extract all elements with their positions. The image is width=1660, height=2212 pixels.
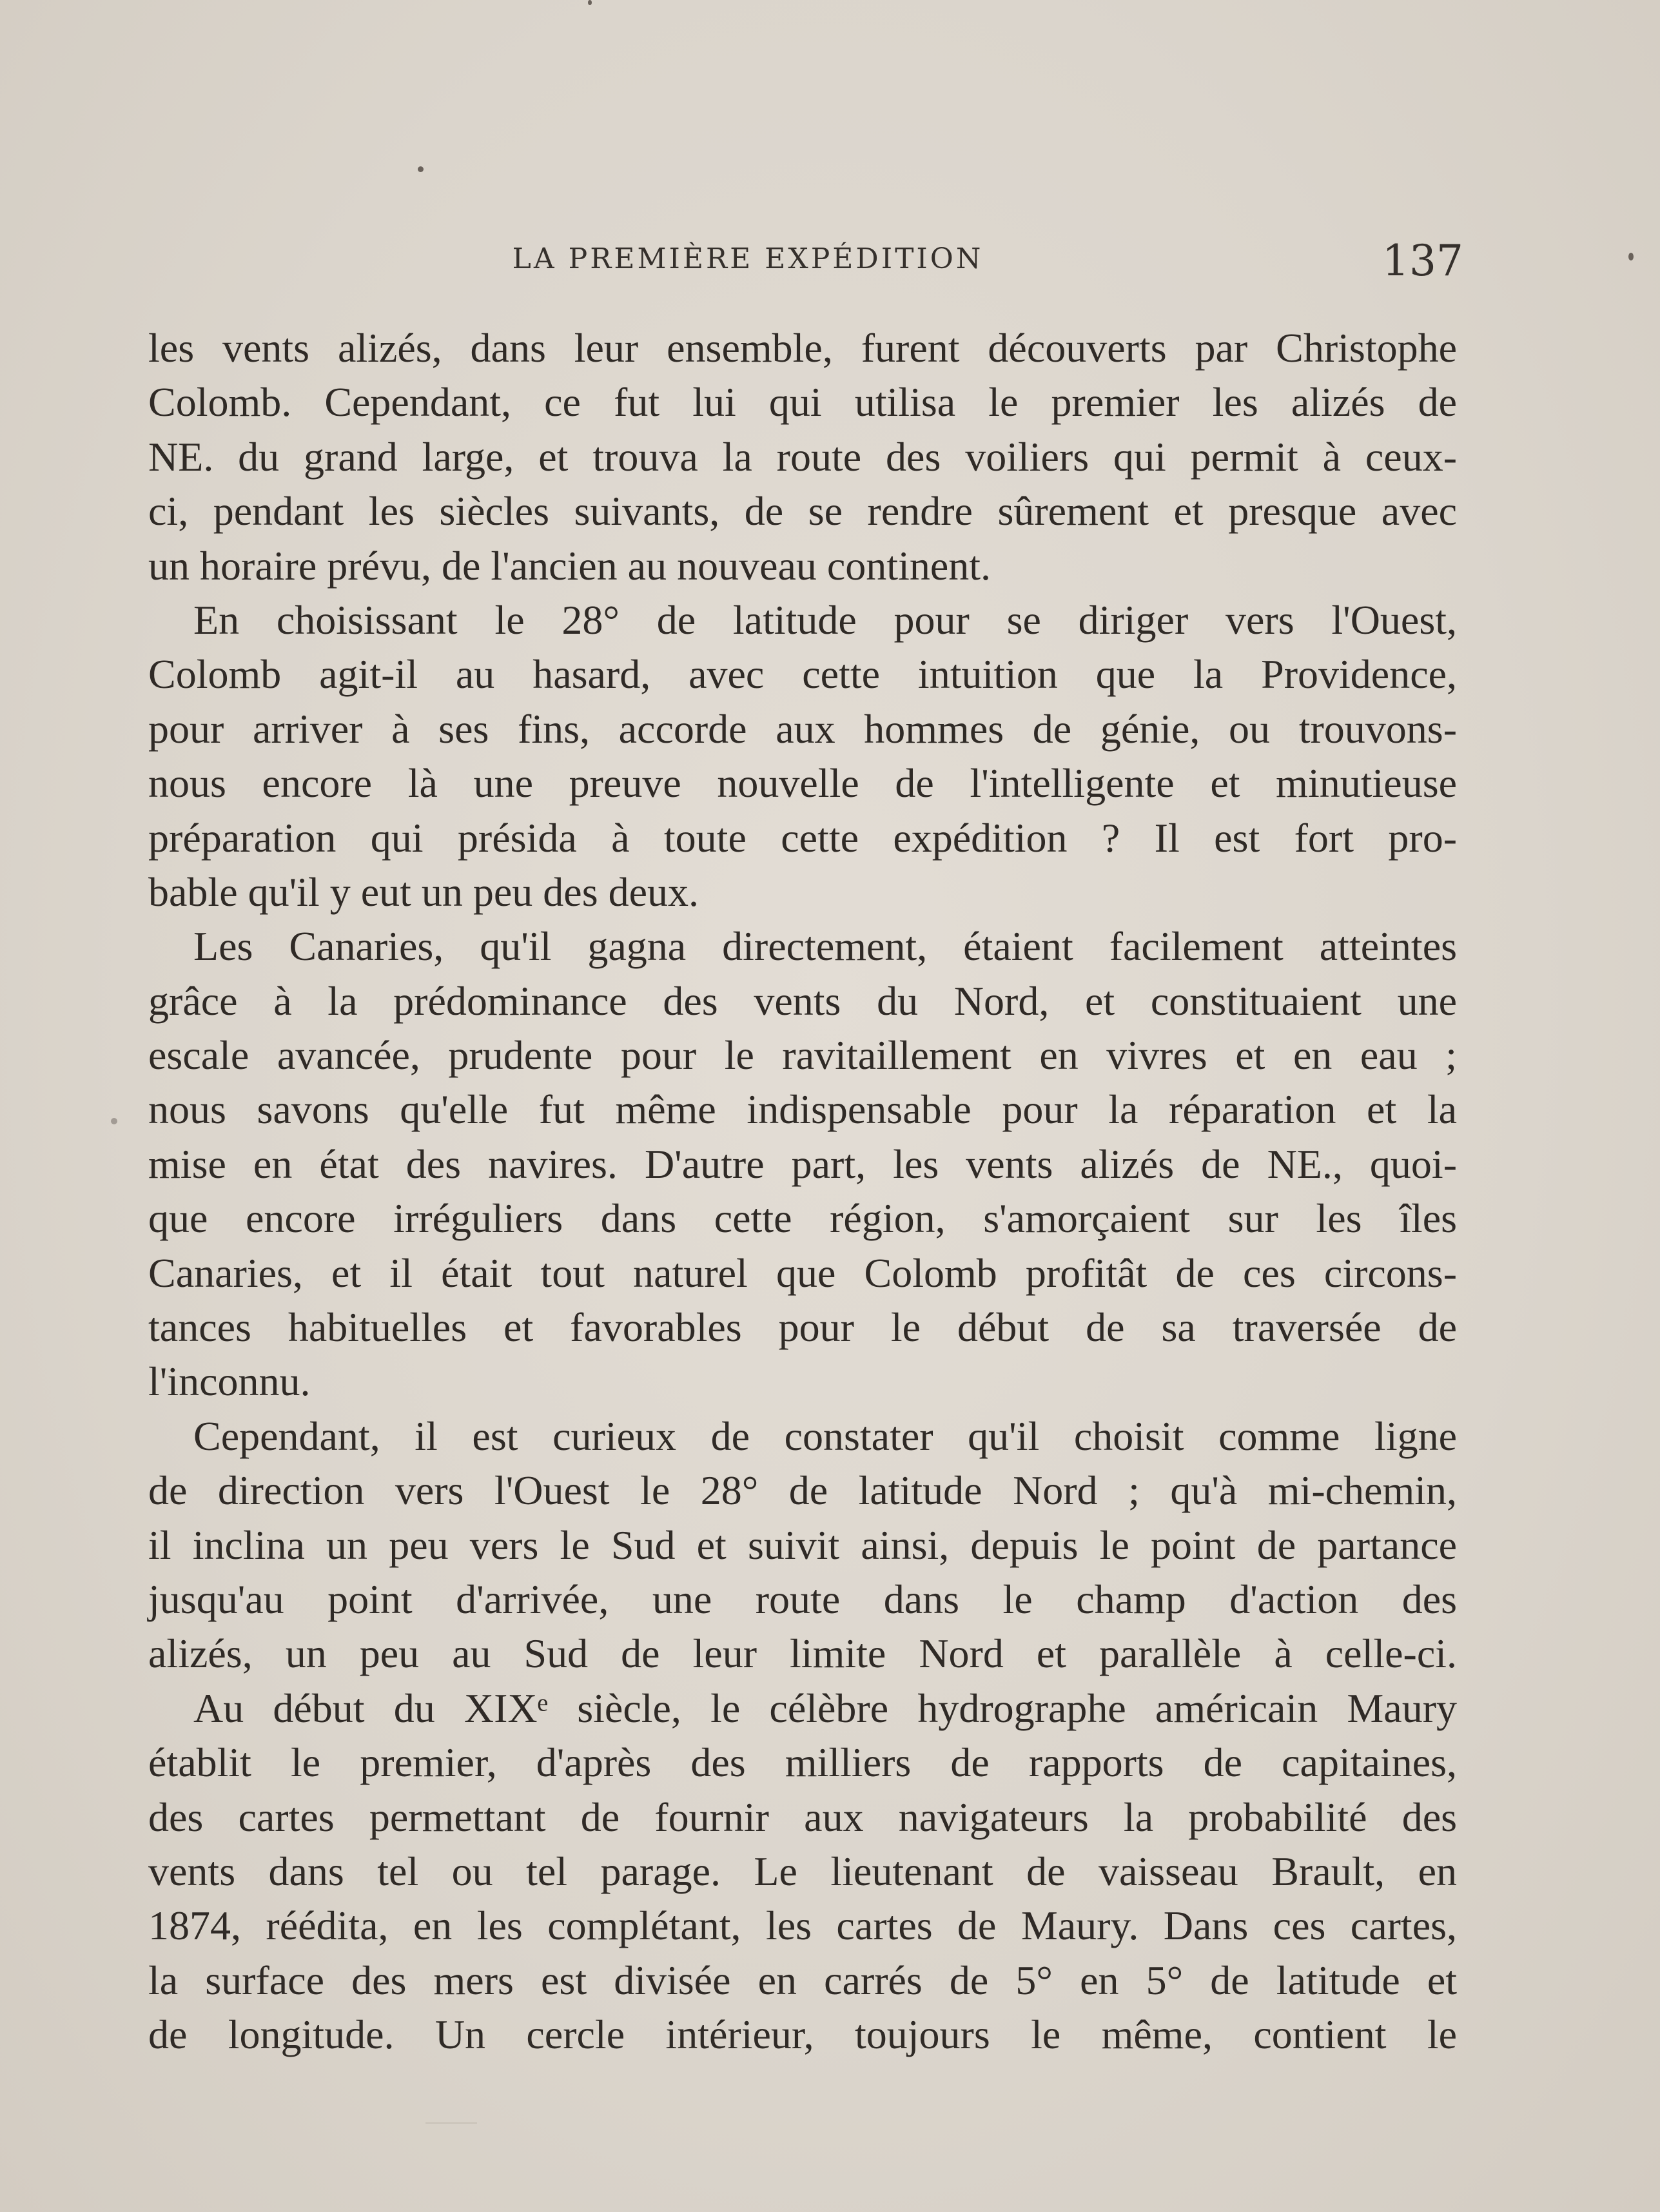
text-line: nous encore là une preuve nouvelle de l'intelligente et minutieuse xyxy=(148,760,1457,807)
text-line: En choisissant le 28° de latitude pour se diriger vers l'Ouest, xyxy=(193,596,1457,643)
text-line: mise en état des navires. D'autre part, les vents alizés de NE., quoi- xyxy=(148,1140,1457,1187)
text-line: l'inconnu. xyxy=(148,1358,311,1405)
text-line: Cependant, il est curieux de constater qu'il choisit comme ligne xyxy=(193,1413,1457,1459)
text-line: les vents alizés, dans leur ensemble, furent découverts par Christophe xyxy=(148,325,1457,371)
text-line: tances habituelles et favorables pour le début de sa traversée de xyxy=(148,1304,1457,1351)
text-line: ci, pendant les siècles suivants, de se rendre sûrement et presque avec xyxy=(148,488,1457,534)
text-line: pour arriver à ses fins, accorde aux hommes de génie, ou trouvons- xyxy=(148,705,1457,752)
text-line: des cartes permettant de fournir aux navigateurs la probabilité des xyxy=(148,1794,1457,1840)
text-line: nous savons qu'elle fut même indispensable pour la réparation et la xyxy=(148,1086,1457,1133)
text-line: escale avancée, prudente pour le ravitaillement en vivres et en eau ; xyxy=(148,1032,1457,1079)
page-number: 137 xyxy=(1382,236,1463,286)
text-line: que encore irréguliers dans cette région, s'amorçaient sur les îles xyxy=(148,1195,1457,1242)
text-line: Colomb agit-il au hasard, avec cette intuition que la Providence, xyxy=(148,651,1457,698)
text-line: établit le premier, d'après des milliers de rapports de capitaines, xyxy=(148,1739,1457,1786)
text-line: un horaire prévu, de l'ancien au nouveau continent. xyxy=(148,542,991,589)
page-header xyxy=(148,236,1463,286)
paper-speck xyxy=(418,166,424,172)
text-line: Colomb. Cependant, ce fut lui qui utilisa le premier les alizés de xyxy=(148,379,1457,426)
paper-mark xyxy=(425,2122,477,2124)
running-title: LA PREMIÈRE EXPÉDITION xyxy=(512,242,984,275)
paper-speck xyxy=(1628,253,1634,260)
text-line: la surface des mers est divisée en carrés de 5° en 5° de latitude et xyxy=(148,1957,1457,2003)
text-line: alizés, un peu au Sud de leur limite Nord et parallèle à celle-ci. xyxy=(148,1630,1457,1677)
text-line: vents dans tel ou tel parage. Le lieutenant de vaisseau Brault, en xyxy=(148,1848,1457,1894)
paper-speck xyxy=(111,1118,117,1124)
text-line: Au début du XIXᵉ siècle, le célèbre hydrographe américain Maury xyxy=(193,1685,1457,1731)
text-line: préparation qui présida à toute cette expédition ? Il est fort pro- xyxy=(148,814,1457,861)
text-line: de longitude. Un cercle intérieur, toujours le même, contient le xyxy=(148,2011,1457,2058)
text-line: NE. du grand large, et trouva la route des voiliers qui permit à ceux- xyxy=(148,433,1457,480)
body-text xyxy=(148,321,1457,2062)
paper-speck xyxy=(588,0,592,5)
text-line: Canaries, et il était tout naturel que Colomb profitât de ces circons- xyxy=(148,1249,1457,1296)
text-line: grâce à la prédominance des vents du Nord, et constituaient une xyxy=(148,977,1457,1024)
text-line: Les Canaries, qu'il gagna directement, étaient facilement atteintes xyxy=(193,923,1457,970)
text-line: 1874, réédita, en les complétant, les cartes de Maury. Dans ces cartes, xyxy=(148,1903,1457,1949)
text-line: il inclina un peu vers le Sud et suivit ainsi, depuis le point de partance xyxy=(148,1522,1457,1568)
text-line: jusqu'au point d'arrivée, une route dans le champ d'action des xyxy=(148,1576,1457,1622)
text-line: de direction vers l'Ouest le 28° de latitude Nord ; qu'à mi-chemin, xyxy=(148,1467,1457,1514)
text-line: bable qu'il y eut un peu des deux. xyxy=(148,868,699,915)
